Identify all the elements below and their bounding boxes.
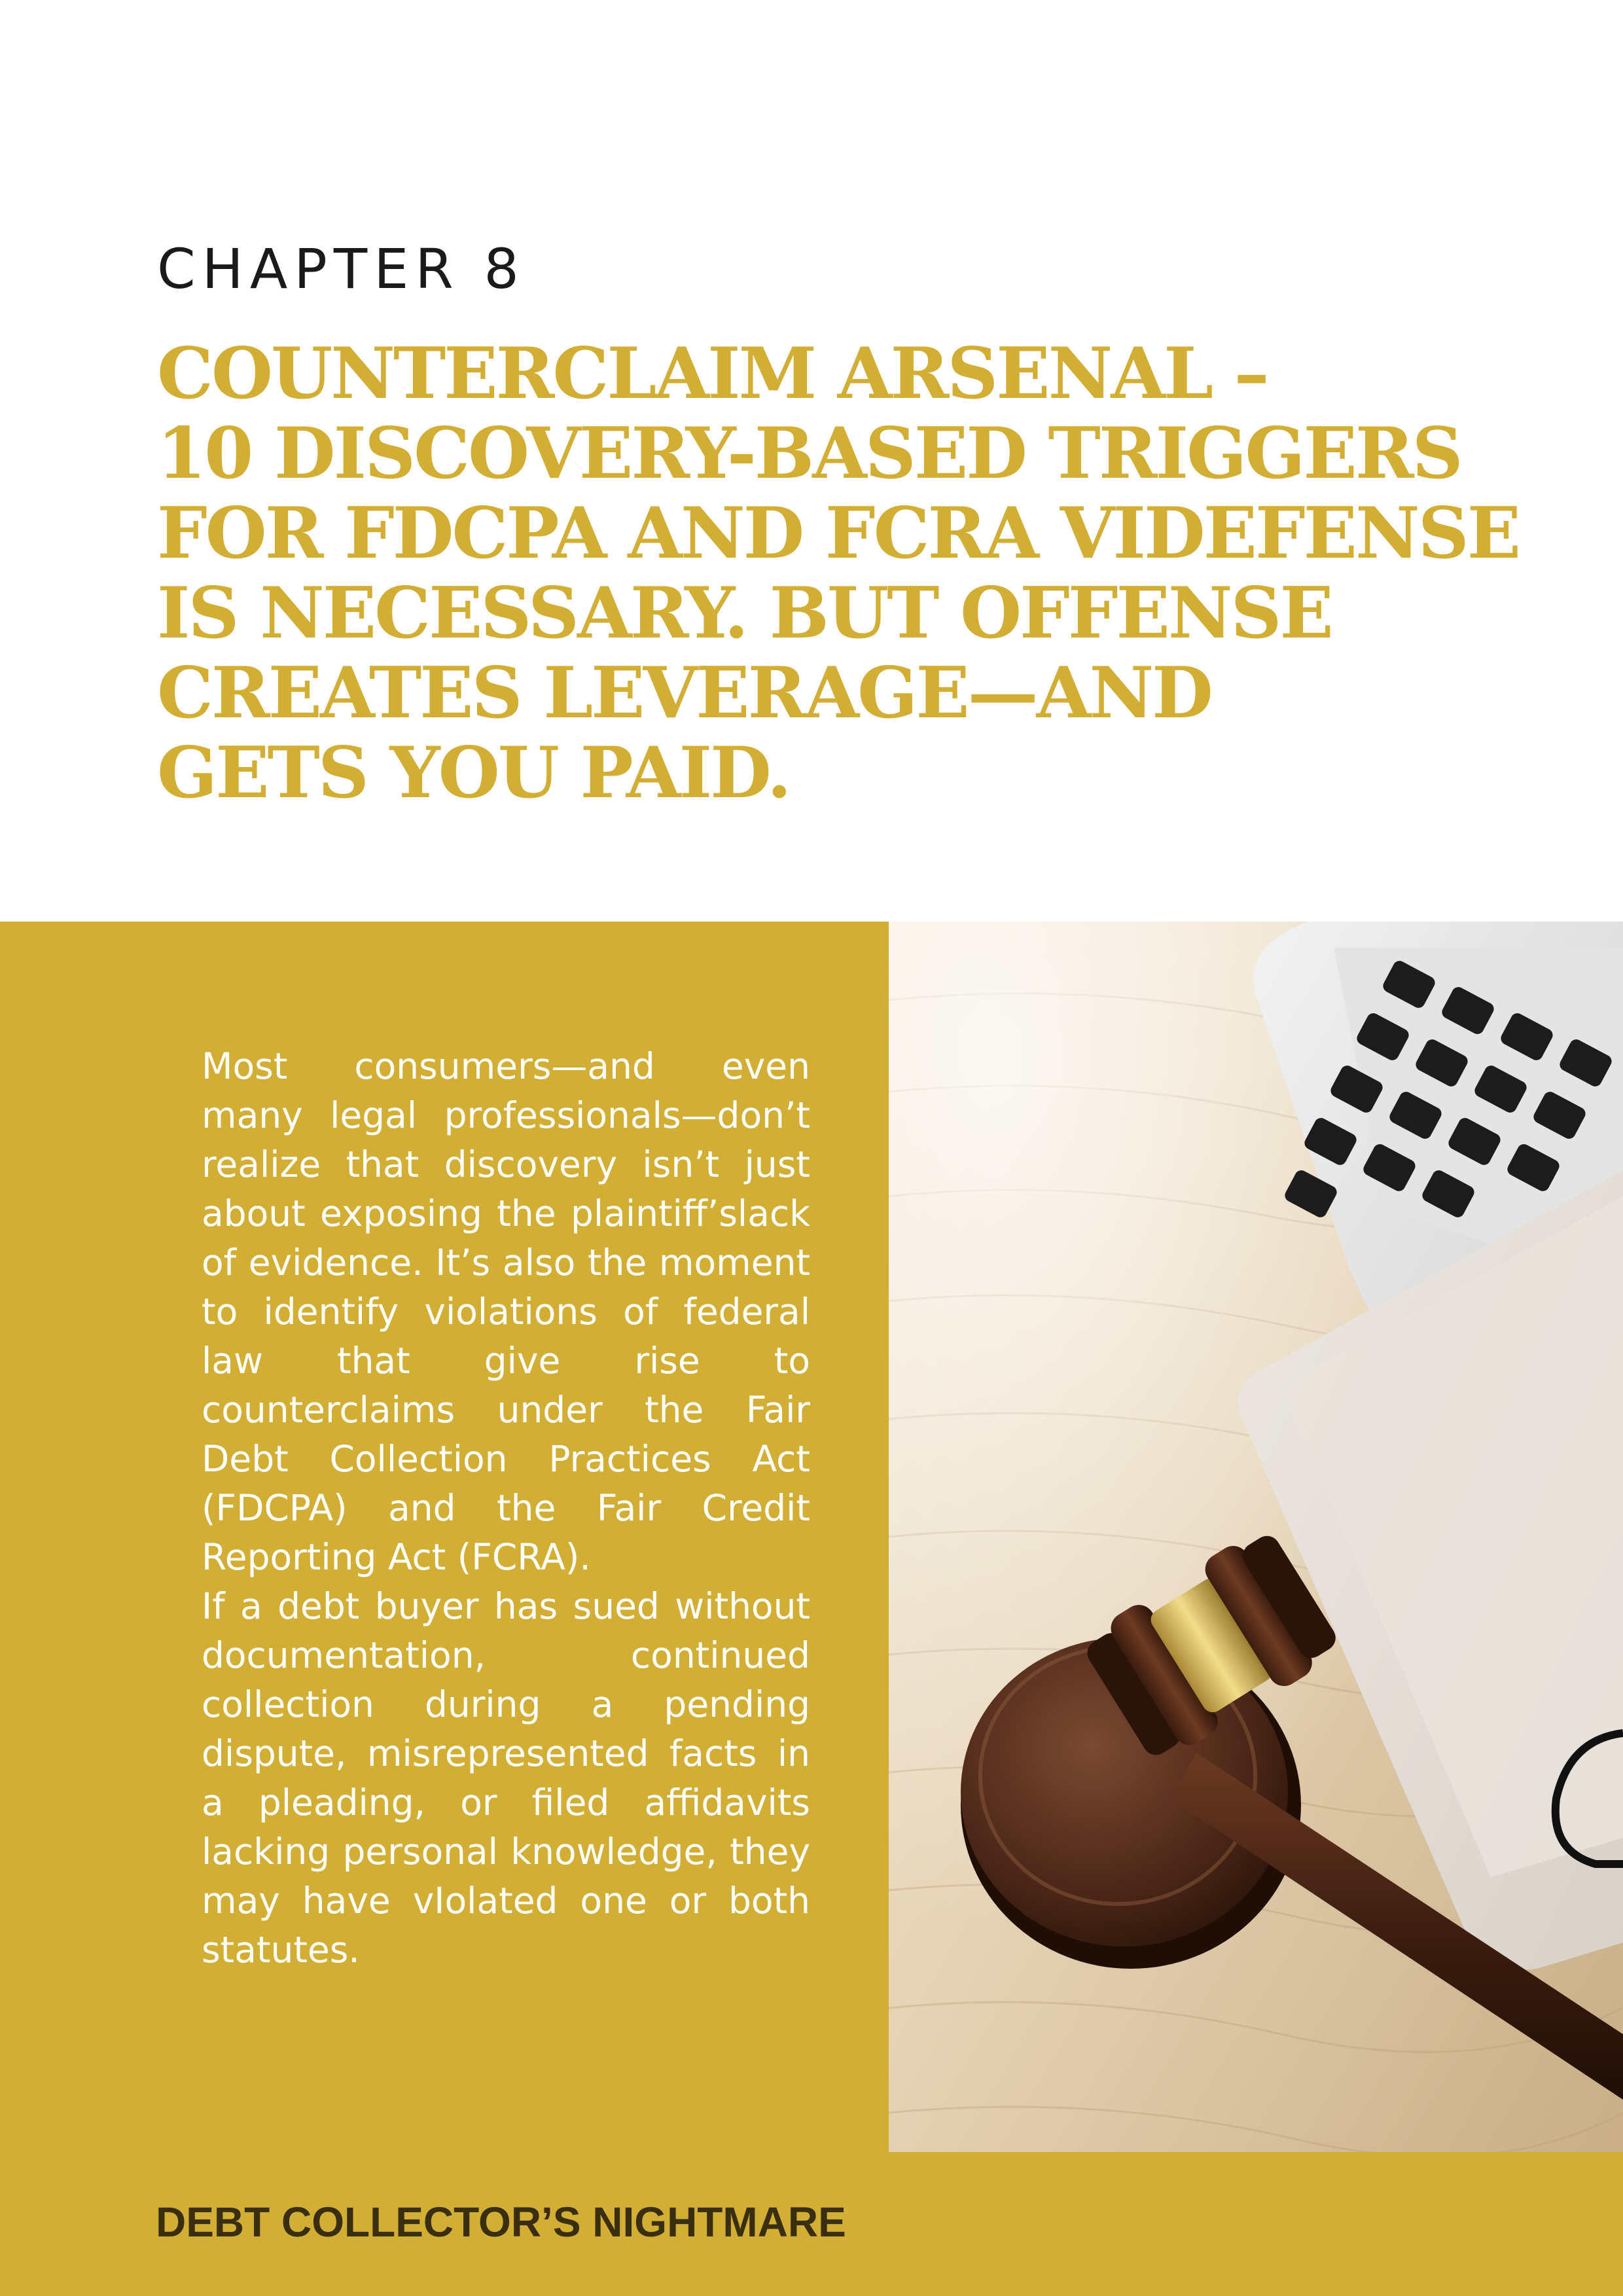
chapter-title-line: FOR FDCPA AND FCRA VIDEFENSE — [157, 492, 1520, 575]
chapter-title-line: CREATES LEVERAGE—AND — [157, 652, 1211, 734]
photo-illustration — [889, 922, 1623, 2152]
body-paragraph: If a debt buyer has sued without documentation, continued collection during a pending dispute, misrepresented facts in a pleading, or filed affidavits lacking personal knowledge, they may have vIolated one or both statutes. — [202, 1585, 810, 1971]
chapter-intro-text — [202, 1042, 810, 1975]
chapter-title — [157, 334, 1597, 813]
chapter-title-line: 10 DISCOVERY-BASED TRIGGERS — [157, 412, 1461, 495]
chapter-title-line: COUNTERCLAIM ARSENAL – — [157, 332, 1268, 415]
chapter-label: CHAPTER 8 — [157, 237, 526, 301]
running-footer-book-title: DEBT COLLECTOR’S NIGHTMARE — [156, 2198, 846, 2246]
chapter-title-line: IS NECESSARY. BUT OFFENSE — [157, 572, 1332, 655]
gavel-laptop-photo — [889, 922, 1623, 2152]
chapter-title-line: GETS YOU PAID. — [157, 732, 790, 814]
body-paragraph: Most consumers—and even many legal professionals—don’t realize that discovery isn’t just about exposing the plaintiff’slack of evidence. It’s also the moment to identify violations of federal law that give rise to counterclaims under the Fair Debt Collection Practices Act (FDCPA) and the Fair Credit Reporting Act (FCRA). — [202, 1045, 810, 1578]
